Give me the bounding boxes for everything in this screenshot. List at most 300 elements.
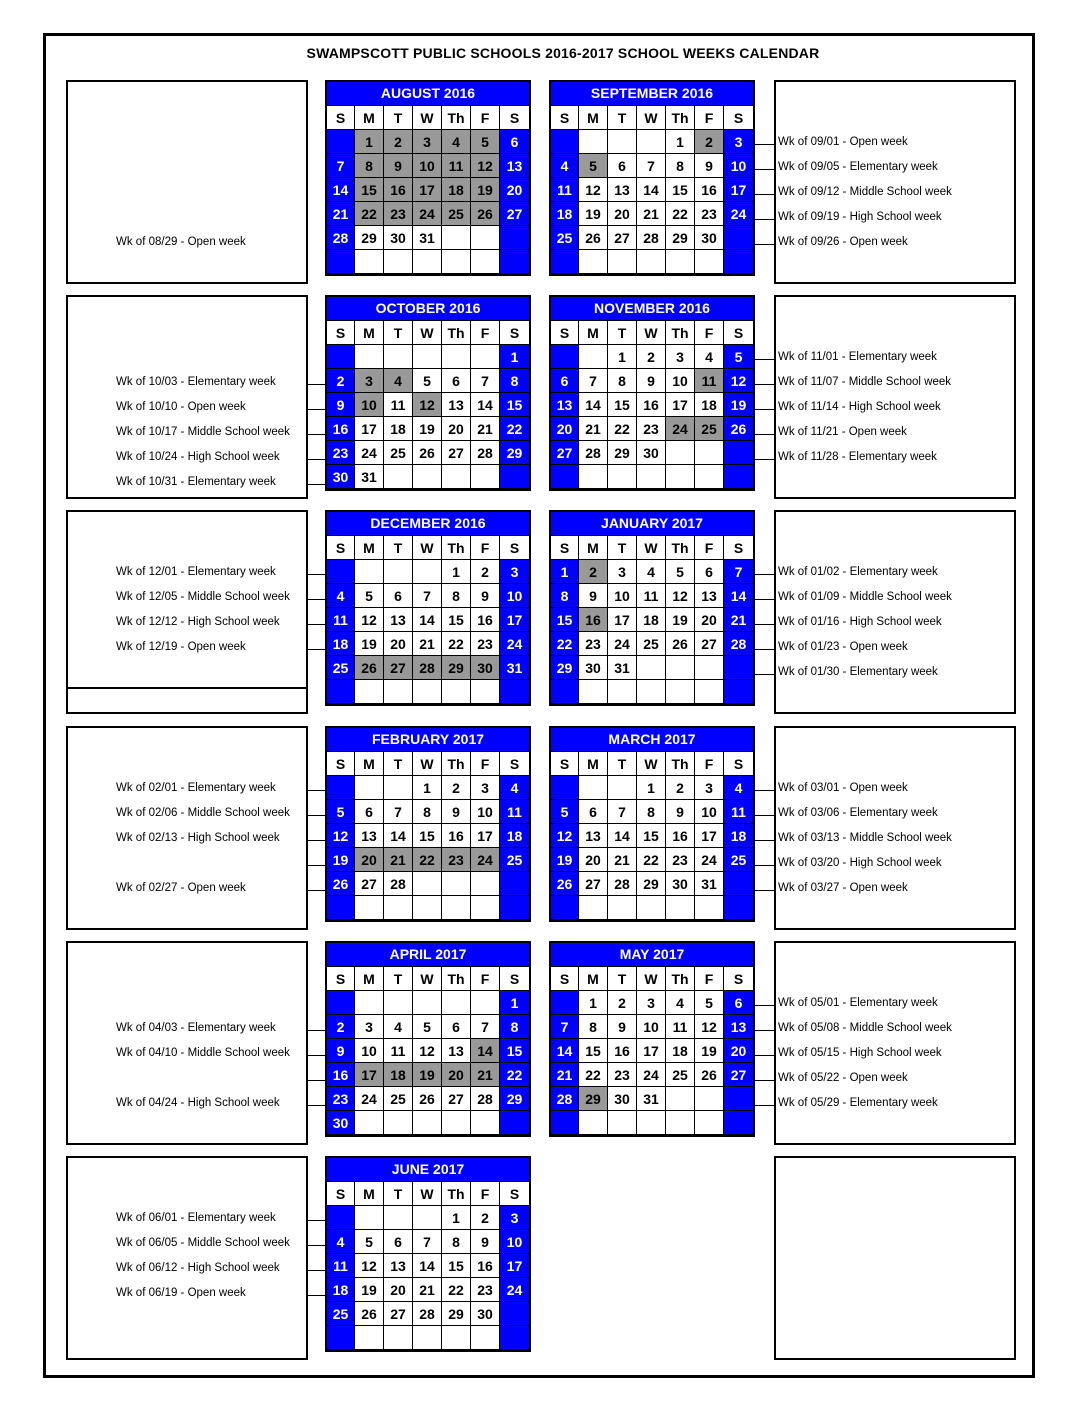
day-cell: 16 (608, 1039, 637, 1063)
weekday-header: W (637, 752, 666, 776)
day-cell: 28 (471, 441, 500, 465)
weekday-header: S (724, 106, 753, 130)
day-cell: 12 (413, 1039, 442, 1063)
week-note: Wk of 11/01 - Elementary week (778, 351, 937, 363)
connector-line (307, 624, 327, 625)
connector-line (754, 194, 776, 195)
week-note: Wk of 03/06 - Elementary week (778, 807, 938, 819)
day-cell: 4 (551, 154, 579, 178)
month-title: NOVEMBER 2016 (594, 300, 710, 316)
day-cell: 17 (355, 1063, 384, 1087)
weekday-header: F (471, 106, 500, 130)
weekday-header: S (551, 106, 579, 130)
month-calendar (325, 80, 531, 276)
day-cell: 23 (608, 1063, 637, 1087)
connector-line (754, 169, 776, 170)
day-cell: 19 (413, 417, 442, 441)
day-cell: 6 (724, 991, 753, 1015)
empty-cell (608, 896, 637, 920)
day-cell: 6 (500, 130, 529, 154)
day-cell: 26 (413, 441, 442, 465)
week-note: Wk of 05/01 - Elementary week (778, 997, 938, 1009)
day-cell: 5 (355, 584, 384, 608)
day-cell: 8 (500, 1015, 529, 1039)
day-cell: 16 (579, 608, 608, 632)
connector-line (754, 1030, 776, 1031)
day-cell: 4 (384, 369, 413, 393)
weekday-header: F (695, 106, 724, 130)
week-note: Wk of 04/03 - Elementary week (116, 1022, 276, 1034)
connector-line (754, 865, 776, 866)
day-cell: 17 (355, 417, 384, 441)
day-cell: 23 (695, 202, 724, 226)
day-cell: 24 (355, 441, 384, 465)
empty-cell (413, 991, 442, 1015)
day-cell: 20 (579, 848, 608, 872)
empty-cell (442, 680, 471, 704)
empty-cell (724, 1087, 753, 1111)
day-cell: 8 (608, 369, 637, 393)
week-note: Wk of 03/20 - High School week (778, 857, 942, 869)
day-cell: 19 (551, 848, 579, 872)
day-cell: 4 (500, 776, 529, 800)
empty-cell (355, 345, 384, 369)
day-cell: 25 (500, 848, 529, 872)
connector-line (307, 1270, 327, 1271)
day-cell: 25 (666, 1063, 695, 1087)
weekday-header: S (327, 967, 355, 991)
day-cell: 3 (500, 1206, 529, 1230)
empty-cell (384, 1326, 413, 1350)
empty-cell (355, 1206, 384, 1230)
day-cell: 23 (384, 202, 413, 226)
month-calendar (549, 80, 755, 276)
day-cell: 11 (637, 584, 666, 608)
day-cell: 5 (579, 154, 608, 178)
day-cell: 18 (384, 417, 413, 441)
day-cell: 16 (471, 1254, 500, 1278)
empty-cell (413, 680, 442, 704)
week-note: Wk of 05/29 - Elementary week (778, 1097, 938, 1109)
day-cell: 6 (608, 154, 637, 178)
notes-box-left (66, 295, 308, 499)
connector-line (754, 219, 776, 220)
month-grid (551, 105, 753, 274)
day-cell: 3 (608, 560, 637, 584)
weekday-header: T (608, 967, 637, 991)
week-note: Wk of 11/21 - Open week (778, 426, 907, 438)
day-cell: 1 (500, 345, 529, 369)
day-cell: 26 (355, 656, 384, 680)
day-cell: 29 (442, 656, 471, 680)
empty-cell (500, 680, 529, 704)
connector-line (754, 384, 776, 385)
connector-line (307, 1030, 327, 1031)
empty-cell (384, 776, 413, 800)
notes-box-left (66, 726, 308, 930)
month-calendar (549, 510, 755, 706)
day-cell: 18 (724, 824, 753, 848)
empty-cell (384, 560, 413, 584)
day-cell: 19 (579, 202, 608, 226)
day-cell: 26 (666, 632, 695, 656)
weekday-header: Th (442, 967, 471, 991)
empty-cell (551, 250, 579, 274)
connector-line (754, 1005, 776, 1006)
day-cell: 8 (579, 1015, 608, 1039)
weekday-header: T (384, 967, 413, 991)
day-cell: 10 (666, 369, 695, 393)
day-cell: 15 (442, 608, 471, 632)
day-cell: 16 (384, 178, 413, 202)
day-cell: 23 (471, 1278, 500, 1302)
day-cell: 29 (608, 441, 637, 465)
day-cell: 16 (327, 417, 355, 441)
day-cell: 9 (608, 1015, 637, 1039)
day-cell: 8 (551, 584, 579, 608)
day-cell: 6 (384, 1230, 413, 1254)
day-cell: 29 (637, 872, 666, 896)
empty-cell (608, 1111, 637, 1135)
weekday-header: S (500, 1182, 529, 1206)
weekday-header: F (695, 321, 724, 345)
day-cell: 10 (500, 1230, 529, 1254)
weekday-header: S (551, 967, 579, 991)
day-cell: 19 (355, 1278, 384, 1302)
day-cell: 1 (442, 560, 471, 584)
day-cell: 10 (355, 393, 384, 417)
day-cell: 30 (471, 1302, 500, 1326)
week-note: Wk of 03/13 - Middle School week (778, 832, 952, 844)
day-cell: 9 (471, 584, 500, 608)
connector-line (307, 599, 327, 600)
empty-cell (551, 896, 579, 920)
empty-cell (551, 680, 579, 704)
day-cell: 19 (724, 393, 753, 417)
empty-cell (695, 896, 724, 920)
day-cell: 12 (666, 584, 695, 608)
empty-cell (637, 680, 666, 704)
empty-cell (551, 1111, 579, 1135)
day-cell: 22 (442, 632, 471, 656)
week-note: Wk of 12/12 - High School week (116, 616, 280, 628)
month-grid (327, 1181, 529, 1350)
weekday-header: Th (666, 321, 695, 345)
week-note: Wk of 06/12 - High School week (116, 1262, 280, 1274)
month-title: APRIL 2017 (389, 946, 467, 962)
week-note: Wk of 10/17 - Middle School week (116, 426, 290, 438)
day-cell: 10 (471, 800, 500, 824)
day-cell: 5 (327, 800, 355, 824)
day-cell: 17 (695, 824, 724, 848)
month-grid (327, 320, 529, 489)
day-cell: 4 (666, 991, 695, 1015)
day-cell: 6 (695, 560, 724, 584)
weekday-header: W (637, 106, 666, 130)
day-cell: 11 (442, 154, 471, 178)
empty-cell (471, 991, 500, 1015)
day-cell: 28 (579, 441, 608, 465)
day-cell: 13 (384, 1254, 413, 1278)
day-cell: 5 (695, 991, 724, 1015)
day-cell: 4 (327, 1230, 355, 1254)
day-cell: 21 (724, 608, 753, 632)
connector-line (307, 459, 327, 460)
week-note: Wk of 09/19 - High School week (778, 211, 942, 223)
day-cell: 10 (724, 154, 753, 178)
day-cell: 11 (327, 1254, 355, 1278)
day-cell: 3 (666, 345, 695, 369)
day-cell: 28 (413, 1302, 442, 1326)
month-grid (551, 751, 753, 920)
month-title: OCTOBER 2016 (375, 300, 481, 316)
empty-cell (384, 345, 413, 369)
empty-cell (442, 991, 471, 1015)
day-cell: 2 (442, 776, 471, 800)
empty-cell (355, 991, 384, 1015)
empty-cell (579, 896, 608, 920)
day-cell: 17 (500, 1254, 529, 1278)
day-cell: 27 (724, 1063, 753, 1087)
day-cell: 15 (608, 393, 637, 417)
connector-line (307, 574, 327, 575)
day-cell: 27 (579, 872, 608, 896)
day-cell: 10 (637, 1015, 666, 1039)
weekday-header: M (579, 752, 608, 776)
day-cell: 4 (327, 584, 355, 608)
week-note: Wk of 01/09 - Middle School week (778, 591, 952, 603)
empty-cell (327, 991, 355, 1015)
day-cell: 1 (413, 776, 442, 800)
day-cell: 29 (666, 226, 695, 250)
empty-cell (471, 1326, 500, 1350)
day-cell: 12 (413, 393, 442, 417)
connector-line (754, 244, 776, 245)
day-cell: 26 (579, 226, 608, 250)
notes-box-right (774, 941, 1016, 1145)
empty-cell (724, 1111, 753, 1135)
connector-line (754, 790, 776, 791)
empty-cell (327, 896, 355, 920)
day-cell: 7 (413, 584, 442, 608)
day-cell: 8 (666, 154, 695, 178)
day-cell: 11 (666, 1015, 695, 1039)
day-cell: 9 (442, 800, 471, 824)
month-calendar (549, 941, 755, 1137)
weekday-header: Th (442, 752, 471, 776)
connector-line (754, 359, 776, 360)
empty-cell (666, 465, 695, 489)
day-cell: 28 (608, 872, 637, 896)
week-note: Wk of 12/01 - Elementary week (116, 566, 276, 578)
empty-cell (695, 1111, 724, 1135)
day-cell: 5 (551, 800, 579, 824)
empty-cell (724, 896, 753, 920)
empty-cell (724, 680, 753, 704)
empty-cell (695, 680, 724, 704)
week-note: Wk of 12/19 - Open week (116, 641, 246, 653)
day-cell: 17 (500, 608, 529, 632)
day-cell: 13 (579, 824, 608, 848)
weekday-header: F (471, 752, 500, 776)
day-cell: 27 (500, 202, 529, 226)
day-cell: 21 (471, 1063, 500, 1087)
day-cell: 10 (608, 584, 637, 608)
day-cell: 15 (666, 178, 695, 202)
connector-line (307, 409, 327, 410)
day-cell: 13 (442, 393, 471, 417)
day-cell: 12 (695, 1015, 724, 1039)
month-grid (327, 751, 529, 920)
day-cell: 21 (637, 202, 666, 226)
month-grid (551, 535, 753, 704)
day-cell: 12 (327, 824, 355, 848)
day-cell: 19 (327, 848, 355, 872)
empty-cell (666, 1087, 695, 1111)
day-cell: 23 (327, 441, 355, 465)
day-cell: 18 (695, 393, 724, 417)
notes-box-right (774, 1156, 1016, 1360)
day-cell: 22 (551, 632, 579, 656)
day-cell: 5 (355, 1230, 384, 1254)
day-cell: 5 (666, 560, 695, 584)
day-cell: 31 (413, 226, 442, 250)
day-cell: 2 (666, 776, 695, 800)
notes-box-left (66, 1156, 308, 1360)
empty-cell (355, 896, 384, 920)
weekday-header: S (327, 536, 355, 560)
week-note: Wk of 06/19 - Open week (116, 1287, 246, 1299)
weekday-header: S (327, 106, 355, 130)
empty-cell (500, 1111, 529, 1135)
day-cell: 22 (413, 848, 442, 872)
day-cell: 27 (608, 226, 637, 250)
weekday-header: W (413, 536, 442, 560)
day-cell: 21 (413, 1278, 442, 1302)
day-cell: 30 (579, 656, 608, 680)
connector-line (307, 1055, 327, 1056)
notes-box-right (774, 726, 1016, 930)
weekday-header: Th (666, 752, 695, 776)
day-cell: 2 (384, 130, 413, 154)
empty-cell (666, 896, 695, 920)
weekday-header: F (471, 967, 500, 991)
weekday-header: W (413, 106, 442, 130)
day-cell: 30 (666, 872, 695, 896)
empty-cell (413, 560, 442, 584)
empty-cell (471, 465, 500, 489)
day-cell: 23 (471, 632, 500, 656)
day-cell: 22 (637, 848, 666, 872)
day-cell: 13 (724, 1015, 753, 1039)
day-cell: 21 (327, 202, 355, 226)
week-note: Wk of 05/22 - Open week (778, 1072, 908, 1084)
day-cell: 21 (384, 848, 413, 872)
day-cell: 3 (471, 776, 500, 800)
day-cell: 3 (355, 1015, 384, 1039)
connector-line (307, 1295, 327, 1296)
connector-line (754, 840, 776, 841)
week-note: Wk of 12/05 - Middle School week (116, 591, 290, 603)
connector-line (307, 865, 327, 866)
month-title: FEBRUARY 2017 (371, 731, 485, 747)
day-cell: 23 (442, 848, 471, 872)
day-cell: 24 (724, 202, 753, 226)
week-note: Wk of 05/08 - Middle School week (778, 1022, 952, 1034)
empty-cell (442, 872, 471, 896)
weekday-header: M (579, 106, 608, 130)
day-cell: 8 (355, 154, 384, 178)
connector-line (307, 890, 327, 891)
day-cell: 15 (500, 1039, 529, 1063)
weekday-header: S (500, 106, 529, 130)
day-cell: 29 (355, 226, 384, 250)
day-cell: 17 (413, 178, 442, 202)
week-note: Wk of 09/01 - Open week (778, 136, 908, 148)
connector-line (307, 1105, 327, 1106)
month-title: SEPTEMBER 2016 (590, 85, 714, 101)
empty-cell (355, 776, 384, 800)
day-cell: 3 (724, 130, 753, 154)
day-cell: 18 (551, 202, 579, 226)
empty-cell (695, 250, 724, 274)
empty-cell (551, 776, 579, 800)
connector-line (754, 649, 776, 650)
empty-cell (637, 896, 666, 920)
day-cell: 4 (384, 1015, 413, 1039)
weekday-header: S (500, 321, 529, 345)
weekday-header: T (384, 752, 413, 776)
week-note: Wk of 09/05 - Elementary week (778, 161, 938, 173)
day-cell: 31 (608, 656, 637, 680)
day-cell: 1 (551, 560, 579, 584)
day-cell: 6 (442, 369, 471, 393)
weekday-header: S (327, 321, 355, 345)
empty-cell (442, 250, 471, 274)
connector-line (307, 1080, 327, 1081)
day-cell: 15 (637, 824, 666, 848)
empty-cell (384, 1111, 413, 1135)
day-cell: 9 (637, 369, 666, 393)
empty-cell (500, 1326, 529, 1350)
day-cell: 24 (608, 632, 637, 656)
week-note: Wk of 06/05 - Middle School week (116, 1237, 290, 1249)
day-cell: 21 (579, 417, 608, 441)
day-cell: 14 (724, 584, 753, 608)
empty-cell (442, 1326, 471, 1350)
divider-line (68, 687, 306, 689)
day-cell: 14 (413, 1254, 442, 1278)
empty-cell (637, 656, 666, 680)
empty-cell (413, 1111, 442, 1135)
empty-cell (695, 656, 724, 680)
empty-cell (724, 656, 753, 680)
weekday-header: W (637, 536, 666, 560)
empty-cell (442, 345, 471, 369)
day-cell: 12 (724, 369, 753, 393)
day-cell: 26 (724, 417, 753, 441)
empty-cell (327, 560, 355, 584)
connector-line (754, 574, 776, 575)
day-cell: 9 (471, 1230, 500, 1254)
day-cell: 27 (384, 656, 413, 680)
weekday-header: W (413, 752, 442, 776)
day-cell: 7 (471, 369, 500, 393)
empty-cell (637, 130, 666, 154)
weekday-header: F (695, 536, 724, 560)
day-cell: 14 (471, 1039, 500, 1063)
weekday-header: T (384, 321, 413, 345)
